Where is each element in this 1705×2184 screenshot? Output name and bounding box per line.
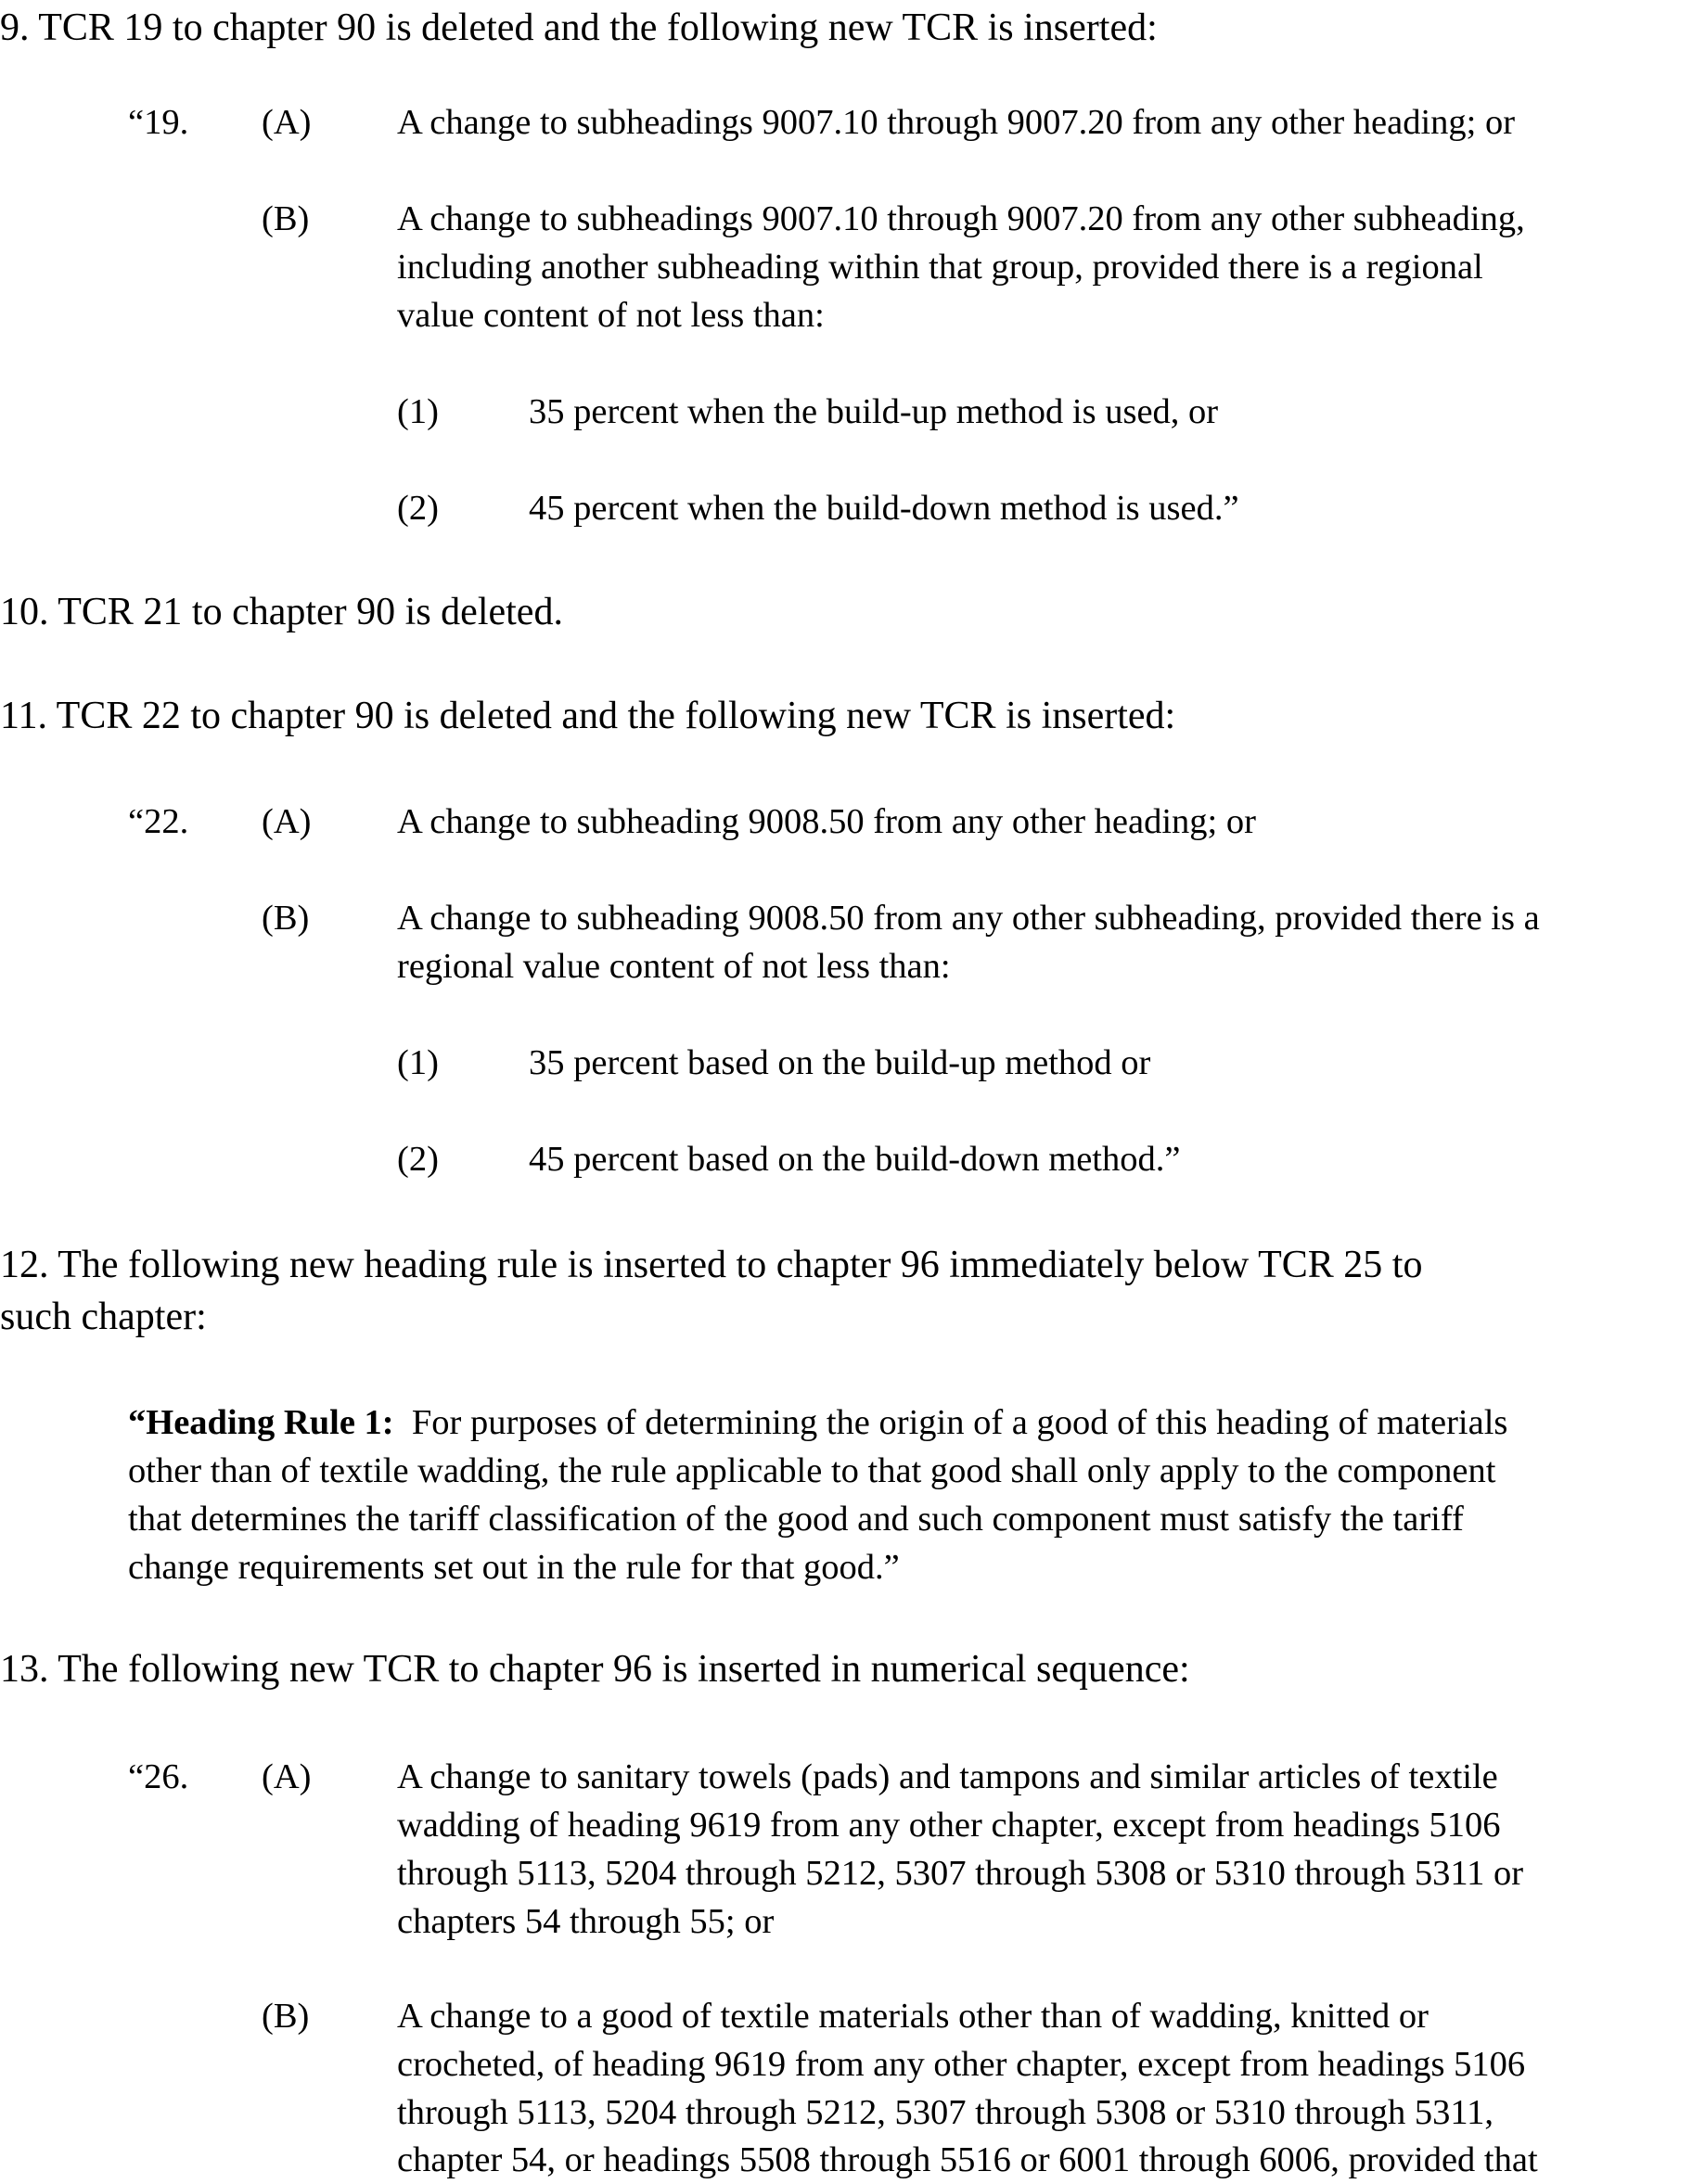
- quote-text: that determines the tariff classification of the good and such component must satisfy the tariff: [128, 1500, 1464, 1539]
- clause-letter-b: (B): [262, 199, 310, 238]
- heading-rule-quote: [128, 1399, 1507, 1447]
- clause-text: chapter 54, or headings 5508 through 5516 or 6001 through 6006, provided that: [397, 2140, 1538, 2179]
- sub-number-2: (2): [397, 1140, 439, 1179]
- heading-rule-label: “Heading Rule 1:: [128, 1403, 394, 1442]
- clause-text: regional value content of not less than:: [397, 947, 951, 986]
- clause-text: through 5113, 5204 through 5212, 5307 through 5308 or 5310 through 5311,: [397, 2093, 1494, 2132]
- clause-text: wadding of heading 9619 from any other chapter, except from headings 5106: [397, 1806, 1501, 1845]
- sub-text: 45 percent when the build-down method is used.”: [529, 489, 1239, 528]
- sub-text: 45 percent based on the build-down method.”: [529, 1140, 1181, 1179]
- rule-number-26: “26.: [128, 1757, 189, 1796]
- clause-text: A change to subheadings 9007.10 through 9007.20 from any other subheading,: [397, 199, 1525, 238]
- sub-number-1: (1): [397, 1043, 439, 1082]
- clause-text: A change to a good of textile materials other than of wadding, knitted or: [397, 1997, 1429, 2036]
- clause-text: through 5113, 5204 through 5212, 5307 through 5308 or 5310 through 5311 or: [397, 1854, 1524, 1893]
- sub-number-1: (1): [397, 392, 439, 431]
- item-11-heading: 11. TCR 22 to chapter 90 is deleted and the following new TCR is inserted:: [0, 695, 1176, 737]
- clause-text: A change to sanitary towels (pads) and tampons and similar articles of textile: [397, 1757, 1498, 1796]
- item-12-heading-cont: such chapter:: [0, 1296, 207, 1338]
- rule-number-19: “19.: [128, 103, 189, 142]
- item-12-heading: 12. The following new heading rule is inserted to chapter 96 immediately below TCR 25 to: [0, 1244, 1423, 1286]
- item-10-heading: 10. TCR 21 to chapter 90 is deleted.: [0, 591, 563, 633]
- clause-letter-b: (B): [262, 899, 310, 938]
- quote-text: For purposes of determining the origin of a good of this heading of materials: [411, 1403, 1508, 1442]
- clause-text: A change to subheadings 9007.10 through 9007.20 from any other heading; or: [397, 103, 1516, 142]
- clause-letter-a: (A): [262, 802, 312, 841]
- clause-text: chapters 54 through 55; or: [397, 1902, 775, 1941]
- clause-text: A change to subheading 9008.50 from any other subheading, provided there is a: [397, 899, 1540, 938]
- clause-text: including another subheading within that group, provided there is a regional: [397, 248, 1483, 287]
- sub-text: 35 percent based on the build-up method or: [529, 1043, 1151, 1082]
- sub-text: 35 percent when the build-up method is used, or: [529, 392, 1219, 431]
- clause-letter-a: (A): [262, 1757, 312, 1796]
- item-13-heading: 13. The following new TCR to chapter 96 is inserted in numerical sequence:: [0, 1648, 1190, 1691]
- clause-text: value content of not less than:: [397, 296, 825, 335]
- clause-letter-a: (A): [262, 103, 312, 142]
- quote-text: other than of textile wadding, the rule applicable to that good shall only apply to the component: [128, 1451, 1496, 1490]
- clause-text: A change to subheading 9008.50 from any other heading; or: [397, 802, 1256, 841]
- quote-text: change requirements set out in the rule for that good.”: [128, 1548, 900, 1587]
- sub-number-2: (2): [397, 489, 439, 528]
- item-9-heading: 9. TCR 19 to chapter 90 is deleted and the following new TCR is inserted:: [0, 6, 1158, 49]
- clause-text: crocheted, of heading 9619 from any other chapter, except from headings 5106: [397, 2045, 1526, 2084]
- rule-number-22: “22.: [128, 802, 189, 841]
- clause-letter-b: (B): [262, 1997, 310, 2036]
